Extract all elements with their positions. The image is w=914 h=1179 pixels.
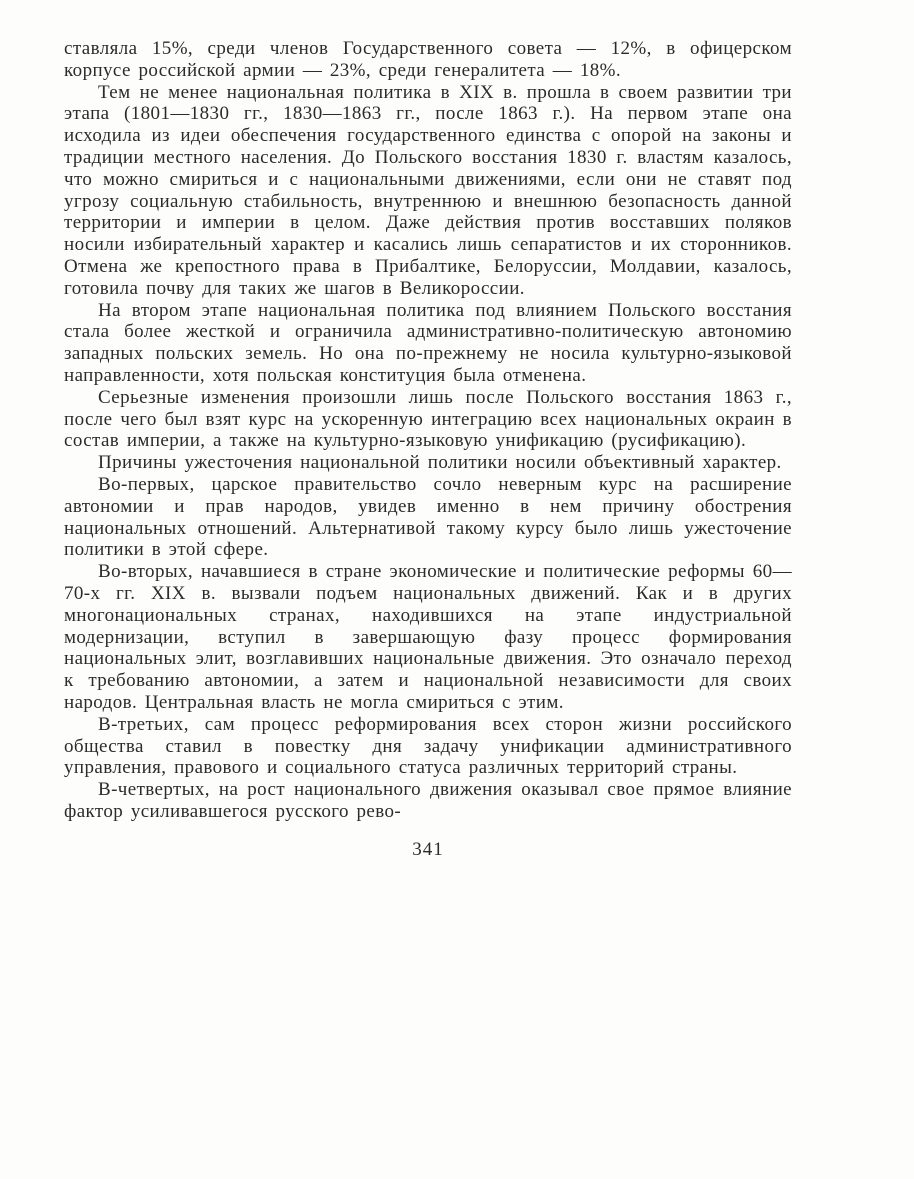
- paragraph: На втором этапе национальная политика под влиянием Польского восстания стала более жесткой и ограничила административно-политическую автономию западных польских земель. Но она по-прежнему не носила культурно-языковой направленности, хотя польская конституция была отменена.: [64, 299, 792, 386]
- paragraph: Во-вторых, начавшиеся в стране экономические и политические реформы 60—70-х гг. XIX в. вызвали подъем национальных движений. Как и в других многонациональных странах, находившихся на этапе индустриальной модернизации, вступил в завершающую фазу процесс формирования национальных элит, возглавивших национальные движения. Это означало переход к требованию автономии, а затем и национальной независимости для своих народов. Центральная власть не могла смириться с этим.: [64, 561, 792, 713]
- body-text: [64, 38, 792, 823]
- paragraph: В-четвертых, на рост национального движения оказывал свое прямое влияние фактор усиливавшегося русского рево-: [64, 779, 792, 822]
- page-number: 341: [412, 838, 444, 860]
- paragraph: Серьезные изменения произошли лишь после Польского восстания 1863 г., после чего был взят курс на ускоренную интеграцию всех национальных окраин в состав империи, а также на культурно-языковую унификацию (русификацию).: [64, 386, 792, 452]
- paragraph: В-третьих, сам процесс реформирования всех сторон жизни российского общества ставил в повестку дня задачу унификации административного управления, правового и социального статуса различных территорий страны.: [64, 713, 792, 779]
- paragraph: ставляла 15%, среди членов Государственного совета — 12%, в офицерском корпусе российской армии — 23%, среди генералитета — 18%.: [64, 38, 792, 81]
- book-page: [64, 38, 792, 861]
- paragraph: Тем не менее национальная политика в XIX в. прошла в своем развитии три этапа (1801—1830 гг., 1830—1863 гг., после 1863 г.). На первом этапе она исходила из идеи обеспечения государственного единства с опорой на законы и традиции местного населения. До Польского восстания 1830 г. властям казалось, что можно смириться и с национальными движениями, если они не ставят под угрозу социальную стабильность, внутреннюю и внешнюю безопасность данной территории и империи в целом. Даже действия против восставших поляков носили избирательный характер и касались лишь сепаратистов и их сторонников. Отмена же крепостного права в Прибалтике, Белоруссии, Молдавии, казалось, готовила почву для таких же шагов в Великороссии.: [64, 81, 792, 299]
- paragraph: Во-первых, царское правительство сочло неверным курс на расширение автономии и прав народов, увидев именно в нем причину обострения национальных отношений. Альтернативой такому курсу было лишь ужесточение политики в этой сфере.: [64, 473, 792, 561]
- paragraph: Причины ужесточения национальной политики носили объективный характер.: [98, 452, 782, 474]
